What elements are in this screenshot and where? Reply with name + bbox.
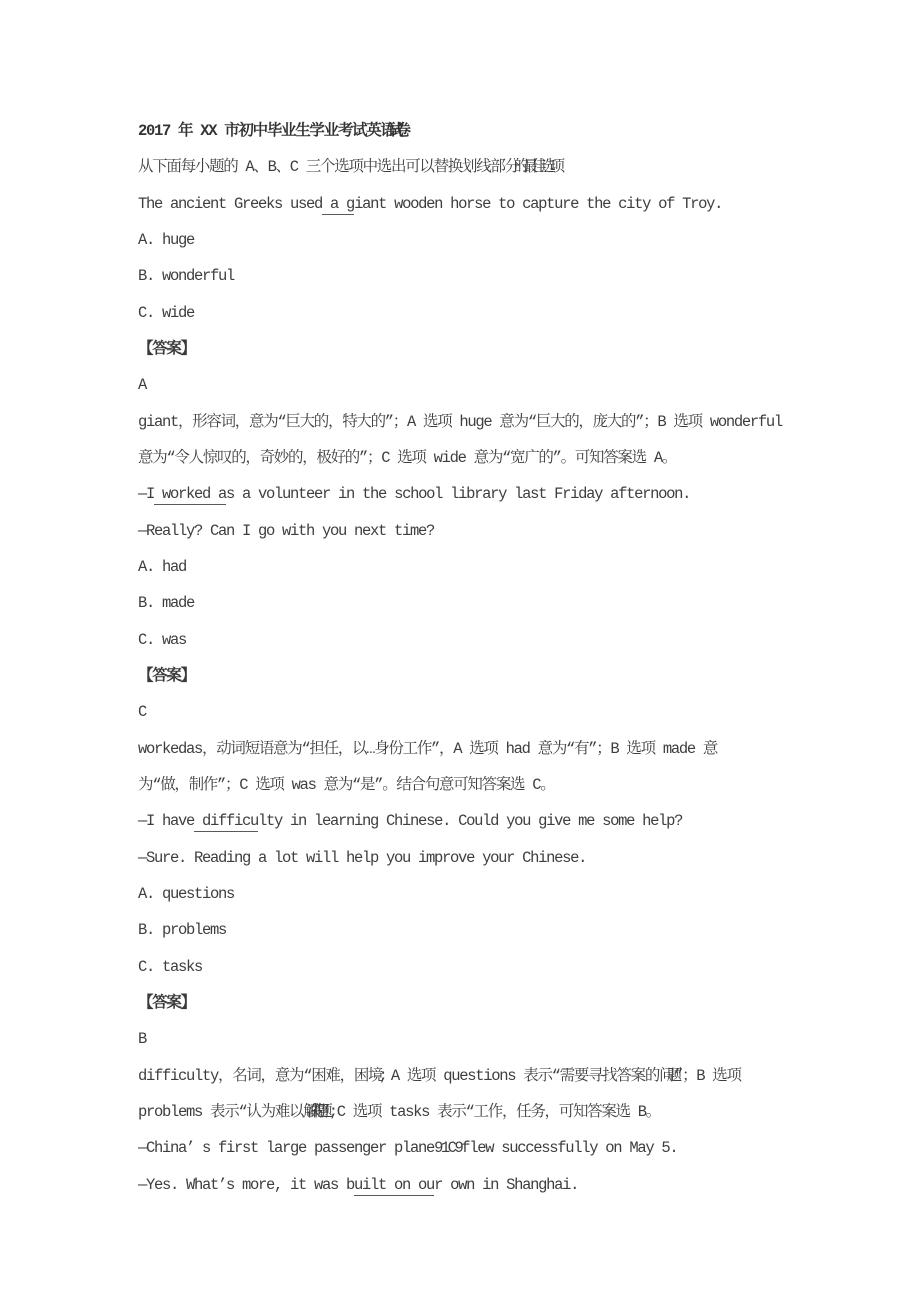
underlined-text: difficu bbox=[194, 812, 259, 831]
question-4-reply bbox=[138, 1167, 800, 1203]
text-segment: 91C9 bbox=[434, 1139, 462, 1158]
text-segment: 意为“令人惊叹的，奇妙的，极好的”；C 选项 wide 意为“宽广的”。可知答案选 A。 bbox=[138, 448, 677, 467]
q2-option-b bbox=[138, 585, 800, 621]
q1-option-c bbox=[138, 295, 800, 331]
text-segment: B. made bbox=[138, 594, 195, 613]
text-segment: —Yes. What’s more, it was b bbox=[138, 1175, 355, 1194]
text-segment: A bbox=[138, 376, 147, 395]
text-segment: —Really? Can I go with you next time? bbox=[138, 521, 435, 540]
underlined-text: uilt on ou bbox=[354, 1175, 435, 1194]
q2-option-a bbox=[138, 549, 800, 585]
text-segment: C. tasks bbox=[138, 957, 203, 976]
q1-explanation-line-2 bbox=[138, 440, 800, 476]
q1-option-b bbox=[138, 258, 800, 294]
text-segment: 2017 年 XX 市初中毕业生学业考试英 bbox=[138, 122, 381, 140]
text-segment: difficulty，名词，意为“困难，困 bbox=[138, 1066, 369, 1085]
q1-answer-marker bbox=[138, 331, 800, 367]
text-segment: giant，形容词，意为“巨大的，特大的”；A 选项 huge 意为“巨大的，庞大的”；B 选项 wonderful bbox=[138, 412, 782, 431]
text-segment: 语试 bbox=[380, 122, 396, 140]
q1-answer-letter bbox=[138, 367, 800, 403]
q2-explanation-line-2 bbox=[138, 767, 800, 803]
doc-title bbox=[138, 113, 800, 149]
q3-explanation-line-2 bbox=[138, 1094, 800, 1130]
text-segment: lty in learning Chinese. Could you give me some help? bbox=[258, 812, 683, 831]
question-4-sentence bbox=[138, 1130, 800, 1166]
text-segment: —Sure. Reading a lot will help you improve your Chinese. bbox=[138, 848, 587, 867]
text-segment: ”;C 选项 tasks 表示“工作，任务，可知答案选 B。 bbox=[320, 1102, 660, 1121]
question-2-reply bbox=[138, 513, 800, 549]
text-segment: 为“做，制作”；C 选项 was 意为“是”。结合句意可知答案选 C。 bbox=[138, 775, 555, 794]
q3-option-c bbox=[138, 949, 800, 985]
text-segment: A. questions bbox=[138, 884, 235, 903]
q3-option-b bbox=[138, 912, 800, 948]
text-segment: 【答案】 bbox=[138, 993, 195, 1012]
text-segment: —I have bbox=[138, 812, 195, 831]
q3-explanation-line-1 bbox=[138, 1058, 800, 1094]
question-3-reply bbox=[138, 840, 800, 876]
underlined-text: worked a bbox=[154, 485, 227, 504]
q1-option-a bbox=[138, 222, 800, 258]
text-segment: 【答案】 bbox=[138, 666, 195, 685]
text-segment: The ancient Greeks used bbox=[138, 194, 323, 213]
q1-explanation-line-1 bbox=[138, 404, 800, 440]
text-segment: s a volunteer in the school library last Friday afternoon. bbox=[226, 485, 691, 504]
q3-answer-marker bbox=[138, 985, 800, 1021]
question-3-sentence bbox=[138, 803, 800, 839]
text-segment: A 选项 questions 表示“需要寻找答案的 bbox=[382, 1066, 660, 1085]
question-1-sentence bbox=[138, 186, 800, 222]
text-segment: A. huge bbox=[138, 230, 195, 249]
text-segment: iant wooden horse to capture the city of Troy. bbox=[354, 194, 723, 213]
text-segment: problems 表示“认为难以 bbox=[138, 1102, 304, 1121]
text-segment: 从下面每小题的 A、B、C 三个选项中选出可以替换划线部 bbox=[138, 158, 505, 177]
text-segment: B bbox=[138, 1030, 147, 1049]
text-segment: B. wonderful bbox=[138, 267, 235, 286]
text-segment: workedas，动词短语意为“担任，以…身份工作”，A 选项 had 意为“有”；B 选项 made 意 bbox=[138, 739, 718, 758]
text-segment: C bbox=[138, 703, 147, 722]
text-segment: —I bbox=[138, 485, 155, 504]
text-segment: 境; bbox=[368, 1066, 383, 1085]
text-segment: C. wide bbox=[138, 303, 195, 322]
text-segment: 问题 bbox=[659, 1066, 675, 1085]
text-segment: A. had bbox=[138, 557, 187, 576]
text-segment: flew successfully on May 5. bbox=[461, 1139, 678, 1158]
text-segment: 分的最佳选项 bbox=[504, 158, 559, 177]
instruction-line bbox=[138, 149, 800, 185]
q2-explanation-line-1 bbox=[138, 731, 800, 767]
q3-option-a bbox=[138, 876, 800, 912]
text-segment: —China’ s first large passenger plane bbox=[138, 1139, 435, 1158]
text-segment: B. problems bbox=[138, 921, 227, 940]
text-segment: 卷 bbox=[395, 122, 410, 140]
text-segment: 【答案】 bbox=[138, 339, 195, 358]
question-2-sentence bbox=[138, 476, 800, 512]
underlined-text: a g bbox=[322, 194, 355, 213]
text-segment: C. was bbox=[138, 630, 187, 649]
text-segment: ”；B 选项 bbox=[674, 1066, 741, 1085]
q2-option-c bbox=[138, 622, 800, 658]
q2-answer-marker bbox=[138, 658, 800, 694]
q3-answer-letter bbox=[138, 1021, 800, 1057]
text-segment: 解决的问题 bbox=[303, 1102, 321, 1121]
q2-answer-letter bbox=[138, 694, 800, 730]
text-segment: r own in Shanghai. bbox=[434, 1175, 579, 1194]
